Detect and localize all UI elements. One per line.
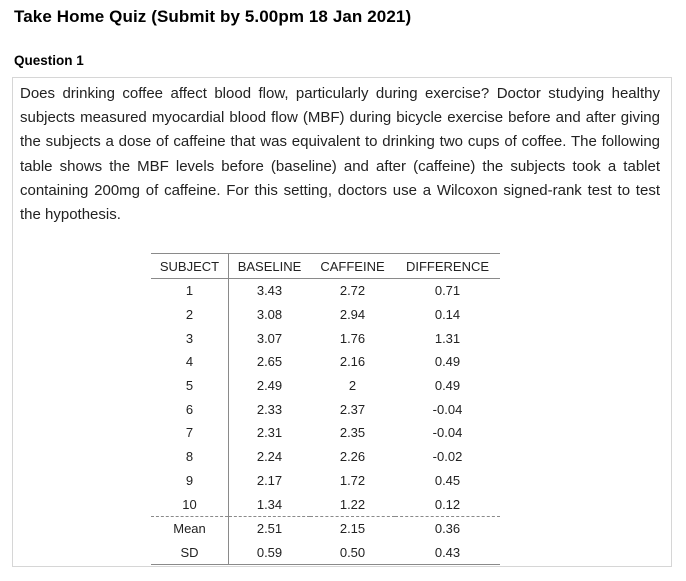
table-row (151, 397, 500, 421)
cell-caffeine: 2.35 (339, 425, 366, 441)
summary-label: Mean (151, 516, 229, 540)
table-row (151, 469, 500, 493)
question-text: Does drinking coffee affect blood flow, particularly during exercise? Doctor studying healthy subjects measured myocardial blood flow (MBF) during bicycle exercise before and after giving the subjects a dose of caffeine that was equivalent to drinking two cups of coffee. The following table shows the MBF levels before (baseline) and after (caffeine) the subjects took a tablet containing 200mg of caffeine. For this setting, doctors use a Wilcoxon signed-rank test to test the hypothesis. (20, 85, 660, 224)
table-row (151, 326, 500, 350)
cell-subject: 9 (151, 469, 229, 493)
cell-subject: 8 (151, 445, 229, 469)
header-baseline: BASELINE (229, 254, 311, 279)
cell-difference: -0.02 (432, 449, 463, 465)
cell-baseline: 2.51 (229, 516, 311, 540)
question-label: Question 1 (14, 53, 84, 68)
cell-caffeine: 2 (348, 378, 357, 394)
cell-baseline: 3.07 (256, 330, 283, 346)
cell-caffeine: 1.72 (339, 472, 366, 488)
cell-subject: 7 (151, 421, 229, 445)
cell-subject: 10 (151, 492, 229, 516)
cell-caffeine: 2.37 (339, 401, 366, 417)
table-header-row (151, 254, 500, 279)
cell-caffeine: 2.94 (339, 307, 366, 323)
summary-row (151, 516, 500, 540)
table-row (151, 279, 500, 303)
cell-baseline: 1.34 (256, 496, 283, 512)
cell-baseline: 2.49 (256, 378, 283, 394)
table-row (151, 350, 500, 374)
cell-caffeine: 2.16 (339, 354, 366, 370)
cell-difference: 0.43 (395, 541, 500, 565)
cell-baseline: 2.65 (256, 354, 283, 370)
cell-difference: 0.49 (434, 354, 461, 370)
cell-subject: 3 (151, 326, 229, 350)
cell-caffeine: 1.76 (339, 330, 366, 346)
table-row (151, 374, 500, 398)
cell-caffeine: 1.22 (339, 496, 366, 512)
table-row (151, 421, 500, 445)
mbf-table (151, 253, 500, 565)
cell-baseline: 2.17 (256, 472, 283, 488)
cell-caffeine: 2.72 (339, 283, 366, 299)
cell-baseline: 3.43 (256, 283, 283, 299)
table-row (151, 445, 500, 469)
cell-subject: 6 (151, 397, 229, 421)
cell-difference: -0.04 (432, 425, 463, 441)
cell-difference: 0.71 (434, 283, 461, 299)
cell-difference: 0.12 (434, 496, 461, 512)
cell-difference: -0.04 (432, 401, 463, 417)
table-row (151, 303, 500, 327)
cell-baseline: 2.33 (256, 401, 283, 417)
header-difference: DIFFERENCE (395, 254, 500, 279)
quiz-title: Take Home Quiz (Submit by 5.00pm 18 Jan 2021) (14, 7, 412, 26)
cell-caffeine: 2.26 (339, 449, 366, 465)
cell-baseline: 2.31 (256, 425, 283, 441)
cell-baseline: 0.59 (229, 541, 311, 565)
header-subject: SUBJECT (151, 254, 229, 279)
summary-row (151, 541, 500, 565)
cell-baseline: 2.24 (256, 449, 283, 465)
cell-difference: 0.49 (434, 378, 461, 394)
cell-subject: 1 (151, 279, 229, 303)
cell-difference: 0.14 (434, 307, 461, 323)
cell-difference: 1.31 (434, 330, 461, 346)
cell-subject: 4 (151, 350, 229, 374)
table-body (151, 279, 500, 565)
cell-subject: 2 (151, 303, 229, 327)
table-row (151, 492, 500, 516)
cell-difference: 0.45 (434, 472, 461, 488)
cell-caffeine: 2.15 (310, 516, 395, 540)
cell-difference: 0.36 (395, 516, 500, 540)
summary-label: SD (151, 541, 229, 565)
cell-caffeine: 0.50 (310, 541, 395, 565)
cell-subject: 5 (151, 374, 229, 398)
cell-baseline: 3.08 (256, 307, 283, 323)
header-caffeine: CAFFEINE (310, 254, 395, 279)
